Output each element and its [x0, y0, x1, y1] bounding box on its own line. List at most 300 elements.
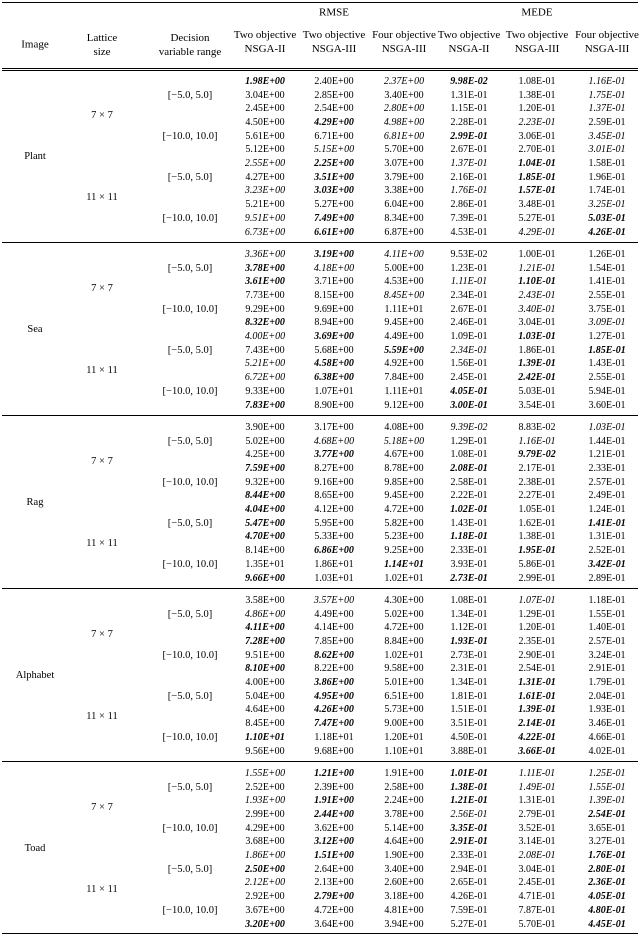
table-cell: 1.31E-01	[588, 531, 626, 543]
table-cell: 3.04E-01	[518, 863, 556, 875]
table-cell: 5.12E+00	[245, 144, 285, 156]
table-cell: 2.79E-01	[518, 808, 556, 820]
table-cell: 1.41E-01	[588, 517, 626, 529]
table-cell: 5.23E+00	[384, 531, 424, 543]
table-cell: 1.39E-01	[518, 358, 556, 370]
table-cell: 6.04E+00	[384, 199, 424, 211]
table-cell: 4.92E+00	[384, 358, 424, 370]
range-label: [−10.0, 10.0]	[162, 822, 218, 834]
table-cell: 5.94E-01	[588, 385, 626, 397]
table-cell: 7.59E-01	[450, 904, 488, 916]
table-cell: 1.75E-01	[588, 89, 626, 101]
table-cell: 2.31E-01	[450, 663, 488, 675]
table-cell: 4.86E+00	[244, 608, 286, 620]
table-cell: 4.53E-01	[450, 226, 488, 238]
header-col-3: Four objective NSGA-III	[372, 29, 436, 55]
table-cell: 1.86E+01	[314, 558, 354, 570]
header-col-6: Four objective NSGA-III	[575, 29, 639, 55]
range-label: [−5.0, 5.0]	[167, 863, 213, 875]
table-cell: 1.38E-01	[518, 89, 556, 101]
table-cell: 3.79E+00	[384, 171, 424, 183]
table-cell: 2.24E+00	[384, 795, 424, 807]
table-cell: 8.44E+00	[245, 490, 285, 502]
table-cell: 4.72E+00	[384, 622, 424, 634]
table-cell: 1.86E-01	[518, 344, 556, 356]
table-cell: 1.03E-01	[588, 421, 626, 433]
table-cell: 3.42E-01	[588, 558, 626, 570]
table-rule	[2, 761, 638, 762]
table-cell: 2.39E+00	[314, 781, 354, 793]
table-cell: 2.89E-01	[588, 572, 626, 584]
table-rule	[2, 2, 638, 3]
table-cell: 4.70E+00	[245, 531, 285, 543]
table-cell: 3.86E+00	[314, 677, 354, 689]
table-cell: 2.50E+00	[245, 863, 285, 875]
table-cell: 2.85E+00	[314, 89, 354, 101]
table-cell: 6.38E+00	[314, 372, 354, 384]
table-cell: 2.33E-01	[450, 545, 488, 557]
table-cell: 4.04E+00	[245, 504, 285, 516]
table-cell: 8.10E+00	[245, 663, 285, 675]
table-cell: 2.80E-01	[588, 863, 626, 875]
table-cell: 4.72E+00	[314, 904, 354, 916]
table-cell: 1.21E+00	[314, 767, 354, 779]
table-cell: 1.21E-01	[588, 449, 626, 461]
range-label: [−10.0, 10.0]	[162, 731, 218, 743]
range-label: [−5.0, 5.0]	[167, 262, 213, 274]
table-cell: 4.53E+00	[384, 276, 424, 288]
table-cell: 1.15E-01	[450, 103, 488, 115]
table-cell: 3.17E+00	[314, 421, 354, 433]
table-cell: 9.58E+00	[384, 663, 424, 675]
table-cell: 1.00E-01	[518, 248, 556, 260]
table-cell: 3.14E-01	[518, 836, 556, 848]
table-cell: 8.78E+00	[384, 462, 424, 474]
table-cell: 3.04E+00	[245, 89, 285, 101]
table-cell: 6.51E+00	[384, 690, 424, 702]
table-cell: 2.25E+00	[314, 158, 354, 170]
table-cell: 2.80E+00	[383, 103, 425, 115]
table-cell: 1.62E-01	[518, 517, 556, 529]
table-cell: 3.00E-01	[450, 399, 488, 411]
table-cell: 5.02E+00	[245, 435, 285, 447]
table-cell: 1.90E+00	[384, 850, 424, 862]
table-cell: 1.11E-01	[450, 276, 488, 288]
table-cell: 3.24E-01	[588, 649, 626, 661]
table-cell: 3.78E+00	[245, 262, 285, 274]
table-cell: 2.34E-01	[450, 344, 488, 356]
table-cell: 5.00E+00	[384, 262, 424, 274]
table-cell: 9.12E+00	[384, 399, 424, 411]
table-cell: 2.70E-01	[518, 144, 556, 156]
table-cell: 3.69E+00	[314, 331, 354, 343]
header-col-1: Two objective NSGA-II	[233, 29, 297, 55]
table-cell: 1.55E-01	[588, 781, 626, 793]
table-cell: 4.18E+00	[313, 262, 355, 274]
table-cell: 1.11E-01	[518, 767, 556, 779]
table-cell: 5.15E+00	[313, 144, 355, 156]
table-cell: 3.25E-01	[588, 199, 626, 211]
table-cell: 1.02E+01	[384, 649, 424, 661]
table-cell: 1.49E-01	[518, 781, 556, 793]
table-rule	[2, 415, 638, 416]
table-cell: 4.30E+00	[384, 594, 424, 606]
table-cell: 1.44E-01	[588, 435, 626, 447]
table-cell: 4.50E-01	[450, 731, 488, 743]
table-cell: 4.58E+00	[314, 358, 354, 370]
table-cell: 1.39E-01	[518, 704, 556, 716]
table-cell: 2.67E-01	[450, 144, 488, 156]
table-cell: 3.75E-01	[588, 303, 626, 315]
table-cell: 1.08E-01	[450, 594, 488, 606]
table-cell: 1.10E+01	[245, 731, 285, 743]
table-cell: 3.23E+00	[244, 185, 286, 197]
table-cell: 2.99E+00	[245, 808, 285, 820]
table-cell: 6.87E+00	[384, 226, 424, 238]
table-cell: 1.41E-01	[588, 276, 626, 288]
table-cell: 4.14E+00	[314, 622, 354, 634]
table-cell: 1.07E+01	[314, 385, 354, 397]
table-cell: 2.08E-01	[450, 462, 488, 474]
table-cell: 3.19E+00	[314, 248, 354, 260]
range-label: [−10.0, 10.0]	[162, 649, 218, 661]
table-cell: 1.93E+00	[244, 795, 286, 807]
table-cell: 2.57E-01	[588, 476, 626, 488]
table-cell: 2.99E-01	[518, 572, 556, 584]
lattice-size-label: 7 × 7	[91, 628, 113, 640]
table-cell: 5.14E+00	[384, 822, 424, 834]
table-cell: 1.20E-01	[518, 103, 556, 115]
table-cell: 1.76E-01	[588, 850, 626, 862]
table-cell: 7.49E+00	[314, 212, 354, 224]
table-cell: 1.55E-01	[588, 608, 626, 620]
table-cell: 4.25E+00	[245, 449, 285, 461]
table-cell: 1.43E-01	[450, 517, 488, 529]
lattice-size-label: 7 × 7	[91, 109, 113, 121]
table-cell: 1.39E-01	[588, 795, 626, 807]
table-cell: 9.56E+00	[245, 745, 285, 757]
table-cell: 2.99E-01	[450, 130, 488, 142]
table-cell: 3.66E-01	[518, 745, 556, 757]
table-cell: 1.85E-01	[518, 171, 556, 183]
table-cell: 3.35E-01	[450, 822, 488, 834]
table-cell: 4.27E+00	[245, 171, 285, 183]
table-cell: 1.31E-01	[518, 795, 556, 807]
table-cell: 4.80E-01	[588, 904, 626, 916]
table-cell: 4.72E+00	[384, 504, 424, 516]
range-label: [−5.0, 5.0]	[167, 781, 213, 793]
table-cell: 7.85E+00	[314, 635, 354, 647]
table-cell: 1.16E-01	[518, 435, 556, 447]
table-cell: 2.65E-01	[450, 877, 488, 889]
table-cell: 2.90E-01	[518, 649, 556, 661]
table-cell: 9.53E-02	[450, 248, 488, 260]
table-cell: 8.22E+00	[314, 663, 354, 675]
table-cell: 4.11E+00	[384, 248, 424, 260]
table-cell: 4.02E-01	[588, 745, 626, 757]
header-image: Image	[21, 38, 49, 51]
range-label: [−10.0, 10.0]	[162, 130, 218, 142]
table-cell: 9.25E+00	[384, 545, 424, 557]
table-cell: 4.66E-01	[588, 731, 626, 743]
table-cell: 2.52E-01	[588, 545, 626, 557]
table-cell: 5.02E+00	[384, 608, 424, 620]
table-cell: 3.90E+00	[245, 421, 285, 433]
table-cell: 3.61E+00	[245, 276, 285, 288]
table-cell: 2.57E-01	[588, 635, 626, 647]
range-label: [−5.0, 5.0]	[167, 608, 213, 620]
table-cell: 5.95E+00	[314, 517, 354, 529]
lattice-size-label: 7 × 7	[91, 282, 113, 294]
table-cell: 3.94E+00	[384, 918, 424, 930]
table-cell: 9.45E+00	[384, 317, 424, 329]
table-cell: 6.71E+00	[314, 130, 354, 142]
table-cell: 9.79E-02	[518, 449, 556, 461]
table-cell: 6.86E+00	[314, 545, 354, 557]
table-rule	[2, 70, 638, 71]
table-cell: 2.58E+00	[384, 781, 424, 793]
table-cell: 9.85E+00	[384, 476, 424, 488]
table-cell: 1.34E-01	[450, 608, 488, 620]
table-cell: 3.36E+00	[244, 248, 286, 260]
table-cell: 5.21E+00	[244, 358, 286, 370]
header-lattice-size: Lattice size	[86, 32, 118, 58]
image-label: Alphabet	[15, 669, 55, 681]
table-cell: 1.96E-01	[588, 171, 626, 183]
header-col-2: Two objective NSGA-III	[302, 29, 366, 55]
table-cell: 3.67E+00	[245, 904, 285, 916]
table-cell: 1.27E-01	[588, 331, 626, 343]
table-cell: 3.62E+00	[314, 822, 354, 834]
table-cell: 5.27E-01	[450, 918, 488, 930]
table-cell: 2.91E-01	[588, 663, 626, 675]
table-cell: 1.85E-01	[588, 344, 626, 356]
table-cell: 2.17E-01	[518, 462, 556, 474]
table-cell: 3.64E+00	[314, 918, 354, 930]
lattice-size-label: 7 × 7	[91, 455, 113, 467]
table-cell: 1.93E-01	[588, 704, 626, 716]
table-cell: 8.65E+00	[314, 490, 354, 502]
table-cell: 5.73E+00	[384, 704, 424, 716]
table-cell: 3.40E-01	[518, 303, 556, 315]
table-cell: 1.31E-01	[450, 89, 488, 101]
table-cell: 3.12E+00	[314, 836, 354, 848]
table-cell: 8.34E+00	[384, 212, 424, 224]
table-cell: 3.09E-01	[588, 317, 626, 329]
table-cell: 2.55E+00	[244, 158, 286, 170]
table-cell: 3.88E-01	[450, 745, 488, 757]
table-cell: 4.12E+00	[314, 504, 354, 516]
table-cell: 7.84E+00	[384, 372, 424, 384]
table-cell: 9.39E-02	[450, 421, 488, 433]
table-cell: 3.71E+00	[314, 276, 354, 288]
table-cell: 1.58E-01	[588, 158, 626, 170]
table-cell: 5.18E+00	[383, 435, 425, 447]
table-cell: 2.92E+00	[245, 891, 285, 903]
table-cell: 3.77E+00	[314, 449, 354, 461]
table-cell: 8.62E+00	[314, 649, 354, 661]
table-cell: 3.45E-01	[588, 130, 626, 142]
table-cell: 1.40E-01	[588, 622, 626, 634]
table-cell: 2.91E-01	[450, 836, 488, 848]
table-cell: 1.21E-01	[518, 262, 556, 274]
table-cell: 1.91E+00	[314, 795, 354, 807]
table-cell: 5.68E+00	[314, 344, 354, 356]
table-rule	[2, 933, 638, 934]
table-cell: 4.64E+00	[245, 704, 285, 716]
range-label: [−10.0, 10.0]	[162, 385, 218, 397]
table-cell: 2.04E-01	[588, 690, 626, 702]
table-cell: 4.49E+00	[314, 608, 354, 620]
table-cell: 3.58E+00	[245, 594, 285, 606]
table-cell: 7.28E+00	[245, 635, 285, 647]
table-cell: 7.87E-01	[518, 904, 556, 916]
header-col-5: Two objective NSGA-III	[505, 29, 569, 55]
table-cell: 8.14E+00	[245, 545, 285, 557]
table-cell: 1.38E-01	[518, 531, 556, 543]
table-cell: 7.59E+00	[245, 462, 285, 474]
table-cell: 2.67E-01	[450, 303, 488, 315]
table-cell: 1.51E-01	[450, 704, 488, 716]
table-cell: 4.95E+00	[314, 690, 354, 702]
table-cell: 1.79E-01	[588, 677, 626, 689]
table-cell: 6.61E+00	[314, 226, 354, 238]
table-cell: 6.73E+00	[244, 226, 286, 238]
table-cell: 4.08E+00	[384, 421, 424, 433]
table-cell: 2.64E+00	[314, 863, 354, 875]
lattice-size-label: 11 × 11	[86, 538, 118, 550]
table-cell: 2.22E-01	[450, 490, 488, 502]
table-cell: 2.43E-01	[518, 289, 556, 301]
table-cell: 4.50E+00	[245, 116, 285, 128]
table-cell: 2.33E-01	[588, 462, 626, 474]
table-cell: 2.27E-01	[518, 490, 556, 502]
table-cell: 1.01E-01	[450, 767, 488, 779]
table-cell: 4.29E-01	[518, 226, 556, 238]
table-cell: 1.76E-01	[450, 185, 488, 197]
table-cell: 2.58E-01	[450, 476, 488, 488]
image-label: Sea	[27, 323, 43, 335]
table-cell: 4.00E+00	[245, 677, 285, 689]
table-cell: 3.46E-01	[588, 718, 626, 730]
table-cell: 1.91E+00	[384, 767, 424, 779]
table-cell: 2.40E+00	[314, 75, 354, 87]
table-cell: 5.03E-01	[588, 212, 626, 224]
table-rule	[2, 68, 638, 69]
table-cell: 3.65E-01	[588, 822, 626, 834]
image-label: Plant	[24, 150, 46, 162]
table-cell: 3.27E-01	[588, 836, 626, 848]
table-cell: 1.31E-01	[518, 677, 556, 689]
table-cell: 1.35E+01	[245, 558, 285, 570]
table-cell: 1.81E-01	[450, 690, 488, 702]
table-cell: 3.52E-01	[518, 822, 556, 834]
table-cell: 2.49E-01	[588, 490, 626, 502]
table-cell: 1.03E+01	[314, 572, 354, 584]
range-label: [−5.0, 5.0]	[167, 517, 213, 529]
table-cell: 1.11E+01	[384, 303, 424, 315]
table-cell: 1.10E-01	[518, 276, 556, 288]
table-cell: 3.03E+00	[314, 185, 354, 197]
table-cell: 3.40E+00	[384, 89, 424, 101]
table-cell: 1.24E-01	[588, 504, 626, 516]
table-cell: 4.98E+00	[383, 116, 425, 128]
table-cell: 2.37E+00	[383, 75, 425, 87]
table-cell: 9.16E+00	[314, 476, 354, 488]
header-mede: MEDE	[521, 6, 553, 19]
header-rmse: RMSE	[319, 6, 349, 19]
table-cell: 1.43E-01	[588, 358, 626, 370]
table-cell: 8.83E-02	[518, 421, 556, 433]
table-cell: 9.51E+00	[244, 212, 286, 224]
table-cell: 4.22E-01	[518, 731, 556, 743]
lattice-size-label: 7 × 7	[91, 801, 113, 813]
table-cell: 9.00E+00	[384, 718, 424, 730]
table-cell: 1.03E-01	[518, 331, 556, 343]
table-cell: 2.23E-01	[518, 116, 556, 128]
table-cell: 2.36E-01	[588, 877, 626, 889]
table-cell: 5.33E+00	[314, 531, 354, 543]
table-cell: 9.98E-02	[450, 75, 488, 87]
table-cell: 2.59E-01	[588, 116, 626, 128]
table-cell: 4.81E+00	[384, 904, 424, 916]
table-cell: 2.34E-01	[450, 289, 488, 301]
table-cell: 1.18E-01	[588, 594, 626, 606]
table-cell: 2.54E-01	[588, 808, 626, 820]
table-cell: 3.04E-01	[518, 317, 556, 329]
table-cell: 2.94E-01	[450, 863, 488, 875]
table-cell: 3.93E-01	[450, 558, 488, 570]
table-cell: 5.70E+00	[384, 144, 424, 156]
table-cell: 4.00E+00	[244, 331, 286, 343]
table-cell: 1.93E-01	[450, 635, 488, 647]
table-cell: 4.05E-01	[588, 891, 626, 903]
table-cell: 5.82E+00	[384, 517, 424, 529]
header-col-4: Two objective NSGA-II	[437, 29, 501, 55]
table-cell: 2.44E+00	[314, 808, 354, 820]
table-cell: 4.29E+00	[314, 116, 354, 128]
table-cell: 2.54E-01	[518, 663, 556, 675]
table-cell: 4.29E+00	[245, 822, 285, 834]
table-cell: 1.10E+01	[384, 745, 424, 757]
range-label: [−10.0, 10.0]	[162, 303, 218, 315]
table-cell: 1.57E-01	[518, 185, 556, 197]
table-cell: 1.16E-01	[588, 75, 626, 87]
table-cell: 5.03E-01	[518, 385, 556, 397]
header-decision-range: Decision variable range	[158, 32, 222, 58]
table-cell: 4.67E+00	[384, 449, 424, 461]
table-cell: 1.55E+00	[244, 767, 286, 779]
table-cell: 5.21E+00	[245, 199, 285, 211]
table-cell: 1.14E+01	[384, 558, 424, 570]
image-label: Rag	[26, 496, 44, 508]
table-cell: 9.33E+00	[245, 385, 285, 397]
table-cell: 1.18E-01	[450, 531, 488, 543]
table-cell: 2.13E+00	[314, 877, 354, 889]
table-cell: 1.11E+01	[384, 385, 424, 397]
table-cell: 7.47E+00	[314, 718, 354, 730]
table-cell: 5.04E+00	[245, 690, 285, 702]
table-cell: 1.02E+01	[384, 572, 424, 584]
table-cell: 3.57E+00	[313, 594, 355, 606]
table-cell: 3.07E+00	[384, 158, 424, 170]
table-cell: 1.08E-01	[450, 449, 488, 461]
table-cell: 1.05E-01	[518, 504, 556, 516]
table-cell: 5.01E+00	[384, 677, 424, 689]
table-cell: 1.25E-01	[588, 767, 626, 779]
table-cell: 1.18E+01	[314, 731, 354, 743]
table-cell: 1.26E-01	[588, 248, 626, 260]
